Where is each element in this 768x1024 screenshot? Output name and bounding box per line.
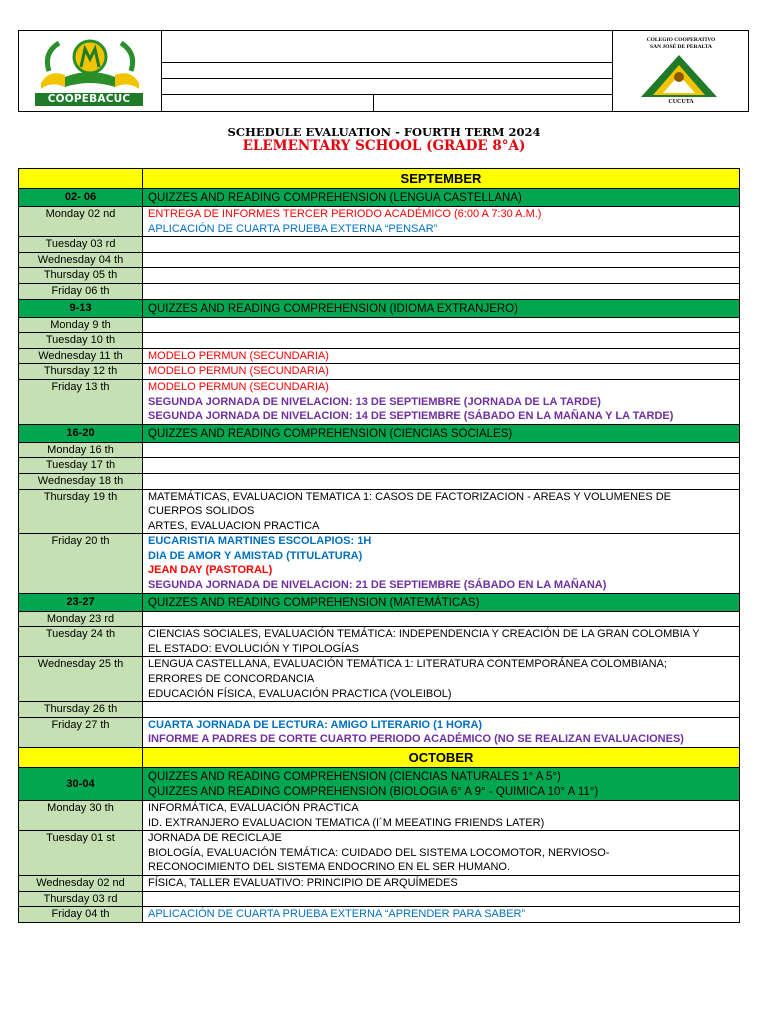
- day-activities: [143, 891, 740, 907]
- day-row: [19, 333, 740, 349]
- activity-entry: ENTREGA DE INFORMES TERCER PERIODO ACADÉMICO (6:00 A 7:30 A.M.): [148, 208, 542, 220]
- week-focus: [143, 424, 740, 442]
- day-row: [19, 252, 740, 268]
- day-label: Wednesday 11 th: [19, 348, 143, 364]
- activity-entry: CUARTA JORNADA DE LECTURA: AMIGO LITERARIO (1 HORA): [148, 718, 483, 731]
- block-row: [19, 299, 740, 317]
- day-activities: [143, 611, 740, 627]
- day-row: [19, 831, 740, 876]
- activity-entry: RECONOCIMIENTO DEL SISTEMA ENDOCRINO EN EL SER HUMANO.: [148, 861, 511, 874]
- schedule-table: [18, 168, 740, 923]
- day-row: [19, 627, 740, 657]
- month-row: [19, 169, 740, 189]
- day-label: Friday 20 th: [19, 534, 143, 593]
- day-activities: [143, 907, 740, 923]
- block-row: [19, 424, 740, 442]
- day-label: Thursday 26 th: [19, 702, 143, 718]
- activity-entry: CUERPOS SOLIDOS: [148, 505, 255, 518]
- day-activities: [143, 348, 740, 364]
- day-row: [19, 473, 740, 489]
- day-row: [19, 875, 740, 891]
- week-focus: [143, 768, 740, 801]
- activity-entry: APLICACIÓN DE CUARTA PRUEBA EXTERNA “APRENDER PARA SABER”: [148, 908, 526, 921]
- header-table: [18, 30, 749, 112]
- day-activities: [143, 379, 740, 424]
- day-label: Tuesday 17 th: [19, 458, 143, 474]
- activity-entry: INFORME A PADRES DE CORTE CUARTO PERIODO ACADÉMICO (NO SE REALIZAN EVALUACIONES): [148, 733, 684, 746]
- activity-entry: INFORMÁTICA, EVALUACIÓN PRACTICA: [148, 802, 359, 814]
- activity-entry: ERRORES DE CONCORDANCIA: [148, 673, 315, 686]
- school-seal-logo: [612, 31, 748, 111]
- week-focus-line: QUIZZES AND READING COMPREHENSION (CIENCIAS SOCIALES): [148, 427, 513, 440]
- day-activities: [143, 333, 740, 349]
- day-activities: [143, 458, 740, 474]
- activity-entry: JEAN DAY (PASTORAL): [148, 564, 273, 577]
- page-subtitle: ELEMENTARY SCHOOL (GRADE 8°A): [242, 138, 526, 154]
- month-left-cell: [19, 169, 143, 189]
- day-activities: [143, 875, 740, 891]
- day-label: Thursday 12 th: [19, 364, 143, 380]
- activity-entry: ARTES, EVALUACION PRACTICA: [148, 519, 320, 532]
- week-focus-line: QUIZZES AND READING COMPREHENSION (BIOLOGIA 6° A 9° - QUIMICA 10° A 11°): [148, 786, 599, 798]
- day-activities: [143, 268, 740, 284]
- activity-entry: BIOLOGÍA, EVALUACIÓN TEMÁTICA: CUIDADO DEL SISTEMA LOCOMOTOR, NERVIOSO-: [148, 846, 610, 859]
- day-activities: [143, 717, 740, 747]
- week-focus: [143, 189, 740, 207]
- day-row: [19, 657, 740, 702]
- month-left-cell: [19, 748, 143, 768]
- activity-entry: APLICACIÓN DE CUARTA PRUEBA EXTERNA “PENSAR”: [148, 222, 438, 235]
- block-row: [19, 189, 740, 207]
- month-row: [19, 748, 740, 768]
- day-row: [19, 348, 740, 364]
- week-dates: 02- 06: [19, 189, 143, 207]
- seal-top-text: COLEGIO COOPERATIVO SAN JOSÉ DE PERALTA: [646, 37, 716, 50]
- block-row: [19, 593, 740, 611]
- day-label: Monday 16 th: [19, 442, 143, 458]
- day-label: Wednesday 25 th: [19, 657, 143, 702]
- day-activities: [143, 252, 740, 268]
- activity-entry: MATEMÁTICAS, EVALUACION TEMATICA 1: CASOS DE FACTORIZACION - AREAS Y VOLUMENES DE: [148, 490, 672, 503]
- logo-caption: COOPEBACUC: [35, 93, 143, 106]
- header-line: [162, 62, 612, 63]
- month-label: OCTOBER: [143, 748, 740, 768]
- day-row: [19, 489, 740, 534]
- activity-entry: MODELO PERMUN (SECUNDARIA): [148, 349, 329, 362]
- day-row: [19, 907, 740, 923]
- week-focus-line: QUIZZES AND READING COMPREHENSION (CIENCIAS NATURALES 1° A 5°): [148, 771, 561, 783]
- week-dates: 23-27: [19, 593, 143, 611]
- day-label: Friday 04 th: [19, 907, 143, 923]
- coopebacuc-logo: [19, 31, 162, 111]
- header-line: [162, 78, 612, 79]
- activity-entry: EDUCACIÓN FÍSICA, EVALUACIÓN PRACTICA (VOLEIBOL): [148, 687, 452, 700]
- day-activities: [143, 801, 740, 831]
- day-label: Monday 9 th: [19, 317, 143, 333]
- week-focus: [143, 593, 740, 611]
- week-dates: 9-13: [19, 299, 143, 317]
- day-activities: [143, 317, 740, 333]
- week-focus: [143, 299, 740, 317]
- day-activities: [143, 657, 740, 702]
- day-row: [19, 317, 740, 333]
- week-dates: 30-04: [19, 768, 143, 801]
- day-label: Thursday 03 rd: [19, 891, 143, 907]
- day-label: Wednesday 02 nd: [19, 875, 143, 891]
- day-row: [19, 207, 740, 237]
- day-activities: [143, 207, 740, 237]
- day-row: [19, 702, 740, 718]
- day-row: [19, 442, 740, 458]
- day-row: [19, 283, 740, 299]
- activity-entry: MODELO PERMUN (SECUNDARIA): [148, 365, 329, 378]
- day-label: Tuesday 10 th: [19, 333, 143, 349]
- activity-entry: SEGUNDA JORNADA DE NIVELACION: 21 DE SEPTIEMBRE (SÁBADO EN LA MAÑANA): [148, 579, 607, 592]
- day-label: Monday 30 th: [19, 801, 143, 831]
- day-activities: [143, 237, 740, 253]
- week-dates: 16-20: [19, 424, 143, 442]
- day-row: [19, 717, 740, 747]
- day-row: [19, 364, 740, 380]
- activity-entry: DIA DE AMOR Y AMISTAD (TITULATURA): [148, 549, 363, 562]
- header-line: [162, 94, 612, 95]
- page-title: SCHEDULE EVALUATION - FOURTH TERM 2024: [227, 125, 541, 139]
- day-row: [19, 891, 740, 907]
- day-label: Monday 23 rd: [19, 611, 143, 627]
- week-focus-line: QUIZZES AND READING COMPREHENSION (MATEMÁTICAS): [148, 596, 480, 609]
- day-row: [19, 801, 740, 831]
- day-activities: [143, 702, 740, 718]
- week-focus-line: QUIZZES AND READING COMPREHENSION (IDIOMA EXTRANJERO): [148, 302, 518, 315]
- day-row: [19, 458, 740, 474]
- day-label: Monday 02 nd: [19, 207, 143, 237]
- activity-entry: LENGUA CASTELLANA, EVALUACIÓN TEMÁTICA 1: LITERATURA CONTEMPORÁNEA COLOMBIANA;: [148, 658, 667, 671]
- day-label: Thursday 19 th: [19, 489, 143, 534]
- day-row: [19, 611, 740, 627]
- day-label: Friday 06 th: [19, 283, 143, 299]
- activity-entry: JORNADA DE RECICLAJE: [148, 832, 282, 845]
- day-activities: [143, 831, 740, 876]
- day-activities: [143, 364, 740, 380]
- activity-entry: CIENCIAS SOCIALES, EVALUACIÓN TEMÁTICA: INDEPENDENCIA Y CREACIÓN DE LA GRAN COLOMBIA Y: [148, 628, 700, 641]
- day-label: Tuesday 03 rd: [19, 237, 143, 253]
- day-row: [19, 268, 740, 284]
- day-activities: [143, 283, 740, 299]
- day-row: [19, 534, 740, 593]
- day-activities: [143, 534, 740, 593]
- block-row: [19, 768, 740, 801]
- day-row: [19, 379, 740, 424]
- seal-bottom-text: CUCUTA: [668, 99, 694, 105]
- activity-entry: SEGUNDA JORNADA DE NIVELACION: 13 DE SEPTIEMBRE (JORNADA DE LA TARDE): [148, 395, 601, 408]
- activity-entry: EL ESTADO: EVOLUCIÓN Y TIPOLOGÍAS: [148, 642, 359, 655]
- day-row: [19, 237, 740, 253]
- day-activities: [143, 473, 740, 489]
- day-activities: [143, 627, 740, 657]
- activity-entry: ID. EXTRANJERO EVALUACION TEMATICA (I´M MEEATING FRIENDS LATER): [148, 816, 545, 829]
- day-label: Friday 27 th: [19, 717, 143, 747]
- day-label: Tuesday 24 th: [19, 627, 143, 657]
- day-label: Wednesday 04 th: [19, 252, 143, 268]
- activity-entry: SEGUNDA JORNADA DE NIVELACION: 14 DE SEPTIEMBRE (SÁBADO EN LA MAÑANA Y LA TARDE): [148, 410, 674, 423]
- day-label: Wednesday 18 th: [19, 473, 143, 489]
- week-focus-line: QUIZZES AND READING COMPREHENSION (LENGUA CASTELLANA): [148, 192, 522, 204]
- day-activities: [143, 442, 740, 458]
- activity-entry: FÍSICA, TALLER EVALUATIVO: PRINCIPIO DE ARQUÍMEDES: [148, 876, 458, 889]
- day-activities: [143, 489, 740, 534]
- header-divider: [373, 95, 374, 111]
- day-label: Tuesday 01 st: [19, 831, 143, 876]
- activity-entry: MODELO PERMUN (SECUNDARIA): [148, 380, 329, 393]
- day-label: Friday 13 th: [19, 379, 143, 424]
- month-label: SEPTEMBER: [143, 169, 740, 189]
- activity-entry: EUCARISTIA MARTINES ESCOLAPIOS: 1H: [148, 535, 372, 548]
- day-label: Thursday 05 th: [19, 268, 143, 284]
